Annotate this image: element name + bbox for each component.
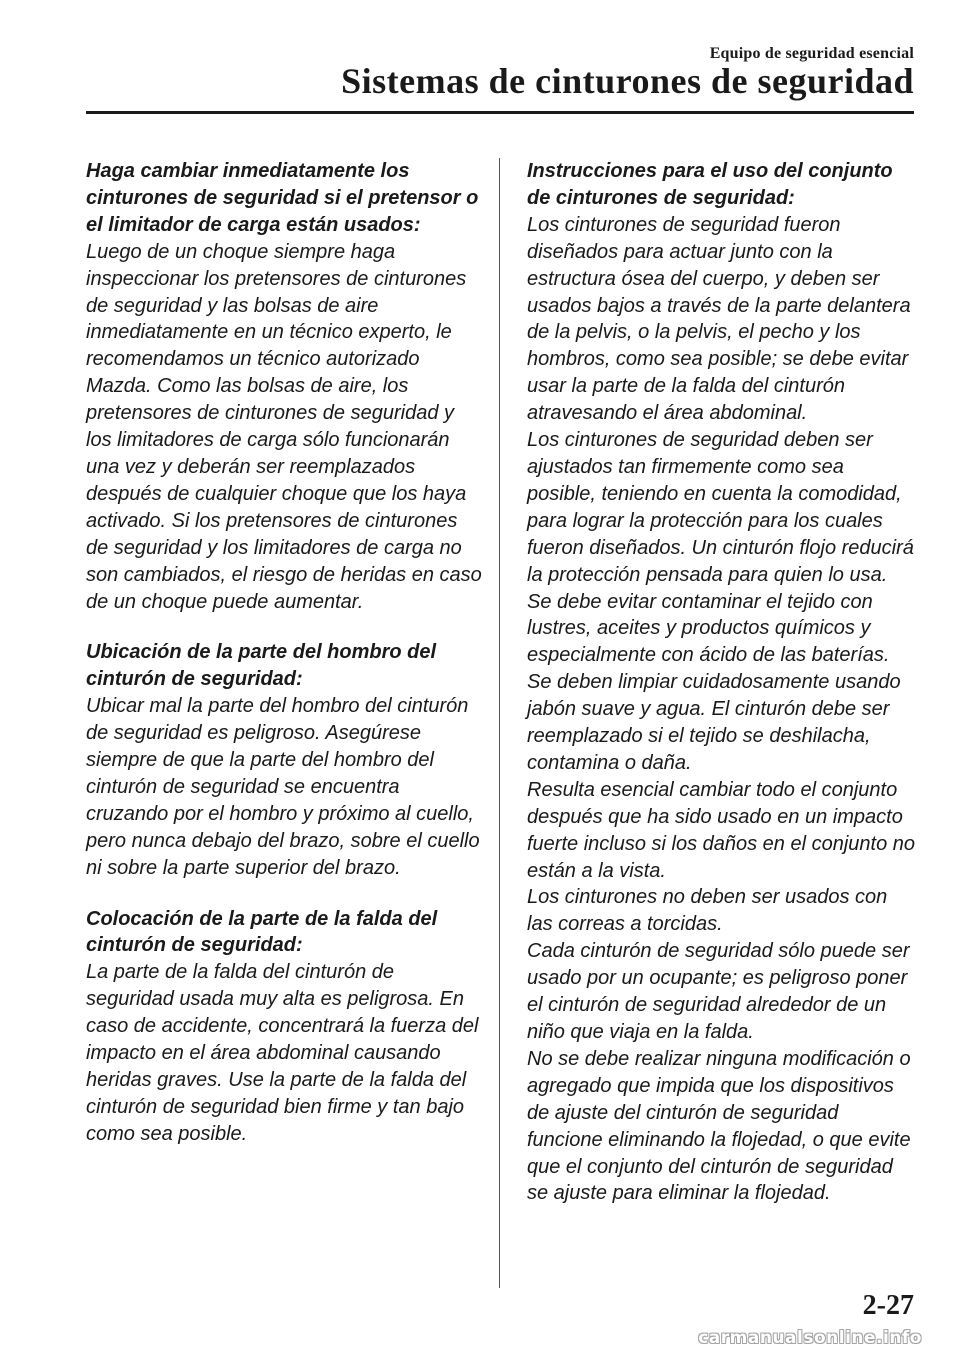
text-block (86, 639, 482, 881)
column-divider (499, 158, 500, 1288)
block-heading: Haga cambiar inmediatamente los cinturones de seguridad si el pretensor o el limitador de carga están usados: (86, 160, 479, 236)
text-block (86, 158, 482, 615)
paragraph: No se debe realizar ninguna modificación o agregado que impida que los dispositivos de ajuste del cinturón de seguridad funcione eliminando la flojedad, o que evite que el conjunto del cinturón de seguridad se ajuste para eliminar la flojedad. (527, 1047, 911, 1205)
paragraph: Los cinturones no deben ser usados con las correas a torcidas. (527, 886, 888, 936)
block-heading: Instrucciones para el uso del conjunto de cinturones de seguridad: (527, 160, 893, 209)
right-column (527, 158, 917, 1207)
block-body: Luego de un choque siempre haga inspeccionar los pretensores de cinturones de seguridad y las bolsas de aire inmediatamente en un técnico experto, le recomendamos un técnico autorizado Mazda. Como las bolsas de aire, los pretensores de cinturones de seguridad y los limitadores de carga sólo funcionarán una vez y deberán ser reemplazados después de cualquier choque que los haya activado. Si los pretensores de cinturones de seguridad y los limitadores de carga no son cambiados, el riesgo de heridas en caso de un choque puede aumentar. (86, 240, 482, 613)
paragraph: Se debe evitar contaminar el tejido con lustres, aceites y productos químicos y especialmente con ácido de las baterías. Se deben limpiar cuidadosamente usando jabón suave y agua. El cinturón debe ser reemplazado si el tejido se deshilacha, contamina o daña. (527, 590, 901, 774)
block-body: La parte de la falda del cinturón de seguridad usada muy alta es peligrosa. En caso de accidente, concentrará la fuerza del impacto en el área abdominal causando heridas graves. Use la parte de la falda del cinturón de seguridad bien firme y tan bajo como sea posible. (86, 961, 479, 1145)
header-rule (86, 111, 914, 114)
page-number: 2-27 (862, 1290, 914, 1321)
block-heading: Colocación de la parte de la falda del cinturón de seguridad: (86, 907, 438, 957)
page-title: Sistemas de cinturones de seguridad (341, 61, 914, 101)
paragraph: Cada cinturón de seguridad sólo puede ser usado por un ocupante; es peligroso poner el cinturón de seguridad alrededor de un niño que viaja en la falda. (527, 940, 910, 1043)
block-body: Ubicar mal la parte del hombro del cinturón de seguridad es peligroso. Asegúrese siempre de que la parte del hombro del cinturón de seguridad se encuentra cruzando por el hombro y próximo al cuello, pero nunca debajo del brazo, sobre el cuello ni sobre la parte superior del brazo. (86, 695, 480, 879)
paragraph: Resulta esencial cambiar todo el conjunto después que ha sido usado en un impacto fuerte incluso si los daños en el conjunto no están a la vista. (527, 778, 916, 882)
left-column (86, 158, 482, 1172)
header-section-label: Equipo de seguridad esencial (709, 45, 914, 62)
paragraph: Los cinturones de seguridad deben ser ajustados tan firmemente como sea posible, teniendo en cuenta la comodidad, para lograr la protección para los cuales fueron diseñados. Un cinturón flojo reducirá la protección pensada para quien lo usa. (527, 429, 914, 586)
watermark: carmanualsonline.info (698, 1328, 922, 1348)
block-heading: Ubicación de la parte del hombro del cinturón de seguridad: (86, 641, 437, 691)
paragraph: Los cinturones de seguridad fueron diseñados para actuar junto con la estructura ósea del cuerpo, y deben ser usados bajos a través de la parte delantera de la pelvis, o la pelvis, el pecho y los hombros, como sea posible; se debe evitar usar la parte de la falda del cinturón atravesando el área abdominal. (527, 213, 911, 425)
text-block (86, 906, 482, 1148)
